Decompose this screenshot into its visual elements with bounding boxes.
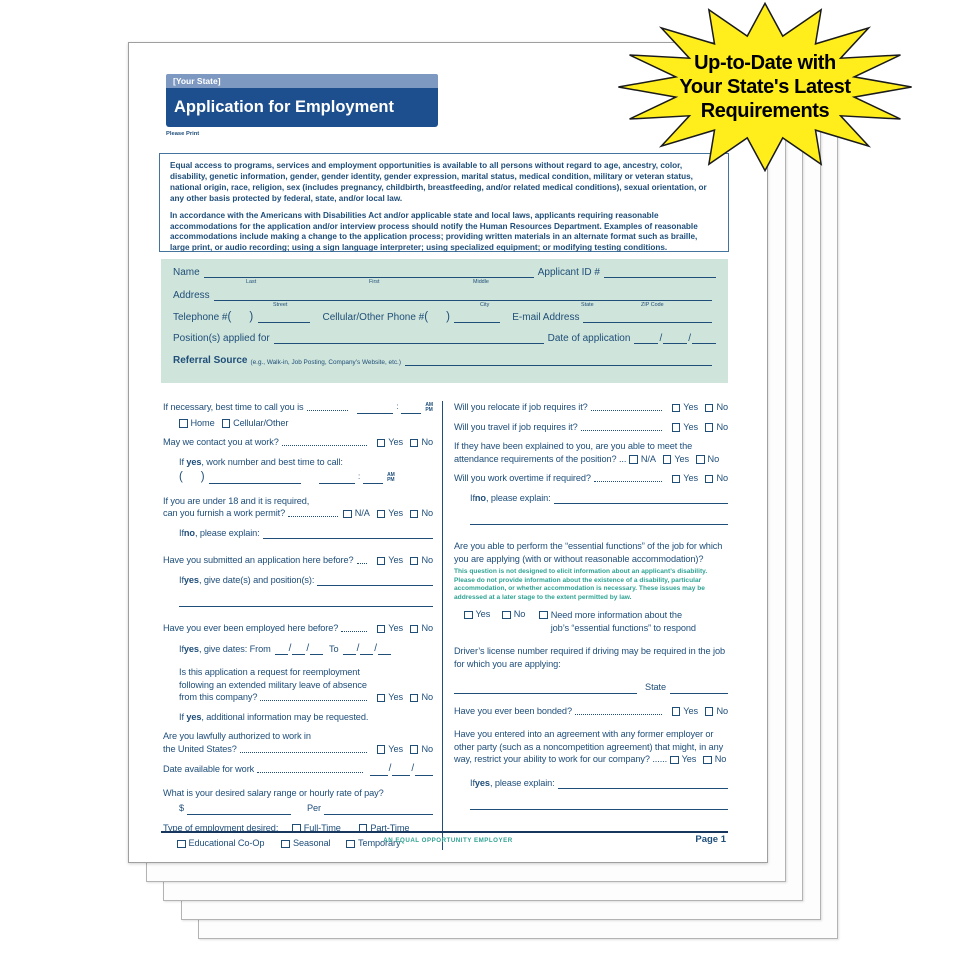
q-relocate: Will you relocate if job requires it? Yes No (454, 402, 728, 412)
checkbox-yes (377, 439, 386, 448)
address-label: Address (173, 290, 210, 301)
dot-leader (288, 516, 338, 517)
position-row (173, 333, 716, 344)
q-drivers-license: Driver’s license number required if driving may be required in the job for which you are applying: (454, 646, 725, 669)
left-column (163, 401, 442, 850)
if-no-explain: If no , please explain: (454, 492, 728, 505)
name-label: Name (173, 267, 200, 278)
if-yes-give-dates: If yes , give dates: From / / To / / (163, 642, 433, 656)
dot-leader (282, 445, 367, 446)
work-number-blank-row (163, 471, 433, 484)
q-contact-at-work: May we contact you at work? Yes No (163, 437, 433, 447)
q-employment-type: Type of employment desired: Full-Time Part-Time (163, 822, 410, 833)
checkbox-no (703, 756, 712, 765)
checkbox-no (705, 423, 714, 432)
if-no-explain: If no , please explain: (163, 527, 433, 540)
q-noncompete-line3: way, restrict your ability to work for our company? ...... Yes No (454, 754, 727, 765)
checkbox-cellular (222, 419, 231, 428)
name-sublabels: Last First Middle (246, 279, 489, 285)
q-attendance-line2: attendance requirements of the position? ... N/A Yes No (454, 453, 720, 464)
work-time-blank: : AM PM (319, 471, 395, 484)
checkbox-no (705, 404, 714, 413)
page-title: Application for Employment (166, 88, 438, 127)
referral-source-hint: (e.g., Walk-in, Job Posting, Company’s Website, etc.) (250, 359, 401, 366)
checkbox-yes (670, 756, 679, 765)
referral-source-blank (405, 355, 712, 366)
checkbox-yes (377, 694, 386, 703)
license-number-blank (454, 684, 637, 694)
checkbox-na (629, 455, 638, 464)
continuation-blank (470, 515, 728, 525)
checkbox-need-more-info (539, 611, 548, 620)
dates-positions-blank (317, 576, 433, 586)
q-essential-functions: Are you able to perform the “essential functions” of the job for which you are applying (with or without reasonable accommodation)? (454, 541, 723, 564)
date-available-blank (370, 762, 433, 776)
email-blank (583, 312, 712, 323)
checkbox-no (502, 611, 511, 620)
address-blank (214, 290, 712, 301)
checkbox-no (705, 707, 714, 716)
page-number: Page 1 (695, 834, 726, 845)
q-overtime: Will you work overtime if required? Yes No (454, 473, 728, 483)
q-reemployment-line3: from this company? Yes No (179, 692, 433, 702)
need-more-info-label: Need more information about the job’s “essential functions” to respond (550, 610, 696, 633)
explain-blank (554, 494, 728, 504)
checkbox-no (410, 557, 419, 566)
work-number-blank (209, 474, 301, 484)
q-authorized-line1: Are you lawfully authorized to work in (163, 731, 311, 741)
per-blank (324, 805, 433, 815)
ada-paragraph: In accordance with the Americans with Disabilities Act and/or applicable state and local laws, applicants requiring reasonable accommodations for the application and/or interview process should notify the Human Resources Department. Examples of reasonable accommodations include making a change to the application process; providing written materials in an alternate format such as braille, large print, or audio recording; using a sign language interpreter; using specialized equipment; or modifying testing conditions. (170, 210, 698, 253)
address-row (173, 290, 716, 301)
checkbox-yes (377, 745, 386, 754)
dot-leader (257, 772, 362, 773)
work-area-code-blank (179, 471, 209, 484)
continuation-blank (179, 597, 433, 607)
q-best-time: If necessary, best time to call you is : AM PM (163, 401, 433, 414)
checkbox-yes (672, 423, 681, 432)
referral-source-label: Referral Source (173, 355, 248, 366)
name-row (173, 267, 716, 278)
checkbox-yes (672, 475, 681, 484)
telephone-blank (258, 312, 310, 323)
q-bonded: Have you ever been bonded? Yes No (454, 705, 728, 716)
dot-leader (357, 563, 367, 564)
q-essential-answers: Yes No Need more information about the job’s “essential functions” to respond (454, 609, 728, 634)
dot-leader (240, 752, 367, 753)
checkbox-no (696, 455, 705, 464)
equal-access-paragraph: Equal access to programs, services and employment opportunities is available to all persons without regard to age, ancestry, color, disability, genetic information, gender, gender identity, gender expression, marital status, medical condition, military or veteran status, national origin, race, religion, sex (includes pregnancy, childbirth, breastfeeding, and/or related medical conditions), sexual orientation, or any other basis protected by federal, state, and/or local law. (170, 161, 707, 203)
cellular-label: Cellular/Other Phone # (322, 312, 425, 323)
applicant-id-label: Applicant ID # (537, 267, 600, 278)
q-employment-type-row2: Educational Co-Op Seasonal Temporary (163, 837, 433, 850)
license-state-blank (670, 684, 728, 694)
referral-row (173, 355, 716, 366)
checkbox-yes (377, 625, 386, 634)
address-sublabels: Street City State ZIP Code (273, 302, 664, 308)
if-yes-explain: If yes , please explain: (454, 777, 728, 790)
dot-leader (307, 410, 349, 411)
badge-text: Up-to-Date with Your State's Latest Requirements (679, 52, 851, 122)
q-under-18-line1: If you are under 18 and it is required, (163, 495, 310, 506)
q-noncompete-intro: Have you entered into an agreement with any former employer or other party (such as a noncompetition agreement) that might, in any (454, 729, 724, 752)
salary-blank (187, 805, 291, 815)
checkbox-home (179, 419, 188, 428)
position-label: Position(s) applied for (173, 333, 270, 344)
continuation-blank-row (454, 515, 728, 525)
license-blank-row: State (454, 681, 728, 694)
checkbox-yes (464, 611, 473, 620)
if-yes-dates-positions: If yes , give date(s) and position(s): (163, 574, 433, 587)
dot-leader (581, 430, 662, 431)
continuation-blank-row (163, 597, 433, 607)
date-of-application-blank (634, 333, 716, 344)
checkbox-yes (672, 404, 681, 413)
essential-functions-note: This question is not designed to elicit information about an applicant’s disability. Please do not provide information about the existence of a disability, particular accommodation, or whether accommodation is necessary. These issues may be addressed at a later stage to the extent permitted by law. (454, 568, 708, 601)
q-submitted-before: Have you submitted an application here before? Yes No (163, 555, 433, 565)
questions-section (163, 401, 728, 850)
email-label: E-mail Address (512, 312, 580, 323)
right-column (442, 401, 728, 850)
q-authorized-line2: the United States? Yes No (163, 743, 433, 754)
name-blank (204, 267, 534, 278)
continuation-blank (470, 800, 728, 810)
checkbox-no (410, 694, 419, 703)
checkbox-no (705, 475, 714, 484)
explain-blank (558, 779, 728, 789)
if-yes-work-number: If yes, work number and best time to call: (179, 456, 343, 467)
checkbox-yes (672, 707, 681, 716)
dot-leader (260, 700, 366, 701)
dot-leader (575, 714, 662, 715)
phone-row (173, 311, 716, 323)
cellular-area-code-blank (424, 311, 454, 323)
q-salary: What is your desired salary range or hourly rate of pay? (163, 787, 384, 798)
cellular-blank (454, 312, 500, 323)
additional-info-note: If yes, additional information may be requested. (179, 711, 369, 722)
checkbox-no (410, 625, 419, 634)
identity-section (161, 259, 728, 383)
explain-blank (263, 529, 433, 539)
dot-leader (341, 631, 366, 632)
continuation-blank-row (454, 800, 728, 810)
date-of-application-label: Date of application (547, 333, 631, 344)
checkbox-yes (663, 455, 672, 464)
please-print-note: Please Print (166, 131, 200, 137)
from-date-blank (275, 642, 323, 656)
starburst-badge (616, 2, 914, 172)
equal-opportunity-employer-note: AN EQUAL OPPORTUNITY EMPLOYER (383, 837, 513, 844)
q-home-cellular: Home Cellular/Other (163, 417, 433, 430)
applicant-id-blank (604, 267, 716, 278)
q-under-18-line2: can you furnish a work permit? N/A Yes No (163, 508, 433, 518)
telephone-label: Telephone # (173, 312, 228, 323)
checkbox-yes (377, 510, 386, 519)
dot-leader (594, 481, 662, 482)
q-employed-before: Have you ever been employed here before? Yes No (163, 623, 433, 633)
checkbox-no (410, 510, 419, 519)
q-travel: Will you travel if job requires it? Yes No (454, 421, 728, 432)
checkbox-no (410, 745, 419, 754)
telephone-area-code-blank (228, 311, 258, 323)
q-reemployment-line2: following an extended military leave of absence (179, 679, 367, 690)
footer-rule (161, 831, 728, 833)
checkbox-no (410, 439, 419, 448)
salary-blank-row: $ Per (163, 802, 433, 815)
time-blank: : AM PM (357, 401, 433, 414)
dot-leader (591, 410, 662, 411)
checkbox-yes (377, 557, 386, 566)
q-attendance-line1: If they have been explained to you, are you able to meet the (454, 441, 693, 451)
to-date-blank (343, 642, 391, 656)
checkbox-na (343, 510, 352, 519)
state-tag-bar: [Your State] (166, 74, 438, 88)
q-date-available: Date available for work / / (163, 762, 433, 776)
position-blank (274, 333, 544, 344)
q-reemployment-line1: Is this application a request for reemployment (179, 667, 360, 677)
